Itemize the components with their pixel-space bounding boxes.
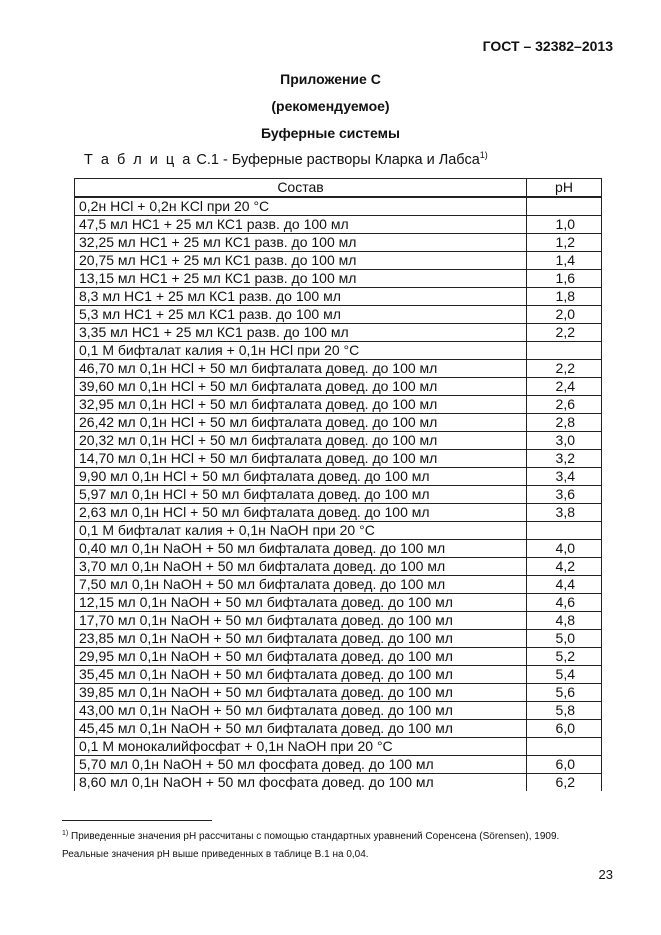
ph-cell: 6,0 xyxy=(527,756,602,774)
table-row xyxy=(75,252,602,270)
table-row xyxy=(75,504,602,522)
composition-cell: 35,45 мл 0,1н NaOH + 50 мл бифталата довед. до 100 мл xyxy=(75,666,527,684)
composition-cell: 20,75 мл НС1 + 25 мл КС1 разв. до 100 мл xyxy=(75,252,527,270)
table-row xyxy=(75,468,602,486)
ph-cell: 3,6 xyxy=(527,486,602,504)
table-row xyxy=(75,432,602,450)
page-number: 23 xyxy=(598,867,613,882)
ph-cell: 1,2 xyxy=(527,234,602,252)
composition-cell: 26,42 мл 0,1н HCl + 50 мл бифталата довед. до 100 мл xyxy=(75,414,527,432)
table-row xyxy=(75,720,602,738)
table-row xyxy=(75,216,602,234)
ph-cell: 3,4 xyxy=(527,468,602,486)
table-row xyxy=(75,288,602,306)
ph-cell: 5,2 xyxy=(527,648,602,666)
table-row xyxy=(75,702,602,720)
ph-cell: 5,4 xyxy=(527,666,602,684)
table-row xyxy=(75,666,602,684)
table-caption xyxy=(84,150,488,168)
composition-cell: 39,85 мл 0,1н NaOH + 50 мл бифталата довед. до 100 мл xyxy=(75,684,527,702)
ph-cell: 3,8 xyxy=(527,504,602,522)
ph-cell: 4,8 xyxy=(527,612,602,630)
composition-cell: 47,5 мл НС1 + 25 мл КС1 разв. до 100 мл xyxy=(75,216,527,234)
table-row xyxy=(75,378,602,396)
composition-cell: 8,60 мл 0,1н NaOH + 50 мл фосфата довед. до 100 мл xyxy=(75,774,527,792)
ph-cell: 2,2 xyxy=(527,324,602,342)
footnote-marker: 1) xyxy=(62,830,69,837)
ph-cell xyxy=(527,522,602,540)
table-row xyxy=(75,594,602,612)
table-row xyxy=(75,630,602,648)
ph-cell xyxy=(527,738,602,756)
composition-cell: 5,70 мл 0,1н NaOH + 50 мл фосфата довед. до 100 мл xyxy=(75,756,527,774)
composition-cell: 0,1 М монокалийфосфат + 0,1н NaOH при 20 °C xyxy=(75,738,527,756)
composition-cell: 8,3 мл НС1 + 25 мл КС1 разв. до 100 мл xyxy=(75,288,527,306)
composition-cell: 13,15 мл НС1 + 25 мл КС1 разв. до 100 мл xyxy=(75,270,527,288)
composition-cell: 46,70 мл 0,1н HCl + 50 мл бифталата довед. до 100 мл xyxy=(75,360,527,378)
ph-cell: 6,0 xyxy=(527,720,602,738)
table-row xyxy=(75,324,602,342)
table-row xyxy=(75,486,602,504)
table-row xyxy=(75,774,602,792)
footnote xyxy=(62,825,602,864)
composition-cell: 9,90 мл 0,1н HCl + 50 мл бифталата довед. до 100 мл xyxy=(75,468,527,486)
ph-cell xyxy=(527,197,602,216)
composition-cell: 0,1 М бифталат калия + 0,1н NaOH при 20 °C xyxy=(75,522,527,540)
footnote-reference: 1) xyxy=(479,150,488,160)
column-header-ph: pH xyxy=(527,179,602,198)
composition-cell: 32,25 мл НС1 + 25 мл КС1 разв. до 100 мл xyxy=(75,234,527,252)
table-row xyxy=(75,234,602,252)
ph-cell: 4,2 xyxy=(527,558,602,576)
composition-cell: 5,3 мл НС1 + 25 мл КС1 разв. до 100 мл xyxy=(75,306,527,324)
ph-cell: 5,0 xyxy=(527,630,602,648)
table-row xyxy=(75,684,602,702)
ph-cell: 1,8 xyxy=(527,288,602,306)
ph-cell: 1,4 xyxy=(527,252,602,270)
composition-cell: 0,1 М бифталат калия + 0,1н HCl при 20 °C xyxy=(75,342,527,360)
ph-cell: 1,0 xyxy=(527,216,602,234)
table-row xyxy=(75,576,602,594)
document-id: ГОСТ – 32382–2013 xyxy=(482,38,613,54)
ph-cell: 2,2 xyxy=(527,360,602,378)
table-group-row xyxy=(75,342,602,360)
ph-cell: 4,0 xyxy=(527,540,602,558)
buffer-table xyxy=(74,178,602,791)
composition-cell: 39,60 мл 0,1н HCl + 50 мл бифталата довед. до 100 мл xyxy=(75,378,527,396)
ph-cell: 2,4 xyxy=(527,378,602,396)
composition-cell: 32,95 мл 0,1н HCl + 50 мл бифталата довед. до 100 мл xyxy=(75,396,527,414)
composition-cell: 20,32 мл 0,1н HCl + 50 мл бифталата довед. до 100 мл xyxy=(75,432,527,450)
ph-cell: 2,0 xyxy=(527,306,602,324)
composition-cell: 0,2н HCl + 0,2н KCl при 20 °C xyxy=(75,197,527,216)
footnote-divider xyxy=(62,820,212,821)
table-group-row xyxy=(75,738,602,756)
ph-cell: 2,8 xyxy=(527,414,602,432)
appendix-title: Приложение С xyxy=(280,71,381,87)
table-row xyxy=(75,756,602,774)
appendix-subtitle: Буферные системы xyxy=(261,125,400,141)
table-row xyxy=(75,414,602,432)
ph-cell: 3,2 xyxy=(527,450,602,468)
composition-cell: 5,97 мл 0,1н HCl + 50 мл бифталата довед. до 100 мл xyxy=(75,486,527,504)
appendix-status: (рекомендуемое) xyxy=(271,98,390,114)
table-row xyxy=(75,612,602,630)
composition-cell: 7,50 мл 0,1н NaOH + 50 мл бифталата довед. до 100 мл xyxy=(75,576,527,594)
ph-cell: 2,6 xyxy=(527,396,602,414)
ph-cell: 4,6 xyxy=(527,594,602,612)
table-caption-label: Т а б л и ц а xyxy=(84,152,193,168)
table-group-row xyxy=(75,522,602,540)
ph-cell: 6,2 xyxy=(527,774,602,792)
table-row xyxy=(75,450,602,468)
ph-cell: 5,8 xyxy=(527,702,602,720)
table-row xyxy=(75,540,602,558)
composition-cell: 14,70 мл 0,1н HCl + 50 мл бифталата довед. до 100 мл xyxy=(75,450,527,468)
footnote-text: Приведенные значения pH рассчитаны с помощью стандартных уравнений Соренсена (Sörensen), 1909. Реальные значения pH выше приведенных в таблице В.1 на 0,04. xyxy=(62,831,560,860)
ph-cell xyxy=(527,342,602,360)
composition-cell: 3,35 мл НС1 + 25 мл КС1 разв. до 100 мл xyxy=(75,324,527,342)
ph-cell: 1,6 xyxy=(527,270,602,288)
table-header-row xyxy=(75,179,602,198)
table-row xyxy=(75,558,602,576)
ph-cell: 5,6 xyxy=(527,684,602,702)
composition-cell: 17,70 мл 0,1н NaOH + 50 мл бифталата довед. до 100 мл xyxy=(75,612,527,630)
composition-cell: 0,40 мл 0,1н NaOH + 50 мл бифталата довед. до 100 мл xyxy=(75,540,527,558)
table-row xyxy=(75,270,602,288)
composition-cell: 3,70 мл 0,1н NaOH + 50 мл бифталата довед. до 100 мл xyxy=(75,558,527,576)
table-caption-text: С.1 - Буферные растворы Кларка и Лабса xyxy=(192,152,480,168)
table-row xyxy=(75,396,602,414)
composition-cell: 2,63 мл 0,1н HCl + 50 мл бифталата довед. до 100 мл xyxy=(75,504,527,522)
ph-cell: 3,0 xyxy=(527,432,602,450)
table-group-row xyxy=(75,197,602,216)
composition-cell: 23,85 мл 0,1н NaOH + 50 мл бифталата довед. до 100 мл xyxy=(75,630,527,648)
composition-cell: 12,15 мл 0,1н NaOH + 50 мл бифталата довед. до 100 мл xyxy=(75,594,527,612)
ph-cell: 4,4 xyxy=(527,576,602,594)
table-row xyxy=(75,306,602,324)
composition-cell: 45,45 мл 0,1н NaOH + 50 мл бифталата довед. до 100 мл xyxy=(75,720,527,738)
table-row xyxy=(75,648,602,666)
table-row xyxy=(75,360,602,378)
composition-cell: 43,00 мл 0,1н NaOH + 50 мл бифталата довед. до 100 мл xyxy=(75,702,527,720)
composition-cell: 29,95 мл 0,1н NaOH + 50 мл бифталата довед. до 100 мл xyxy=(75,648,527,666)
column-header-composition: Состав xyxy=(75,179,527,198)
